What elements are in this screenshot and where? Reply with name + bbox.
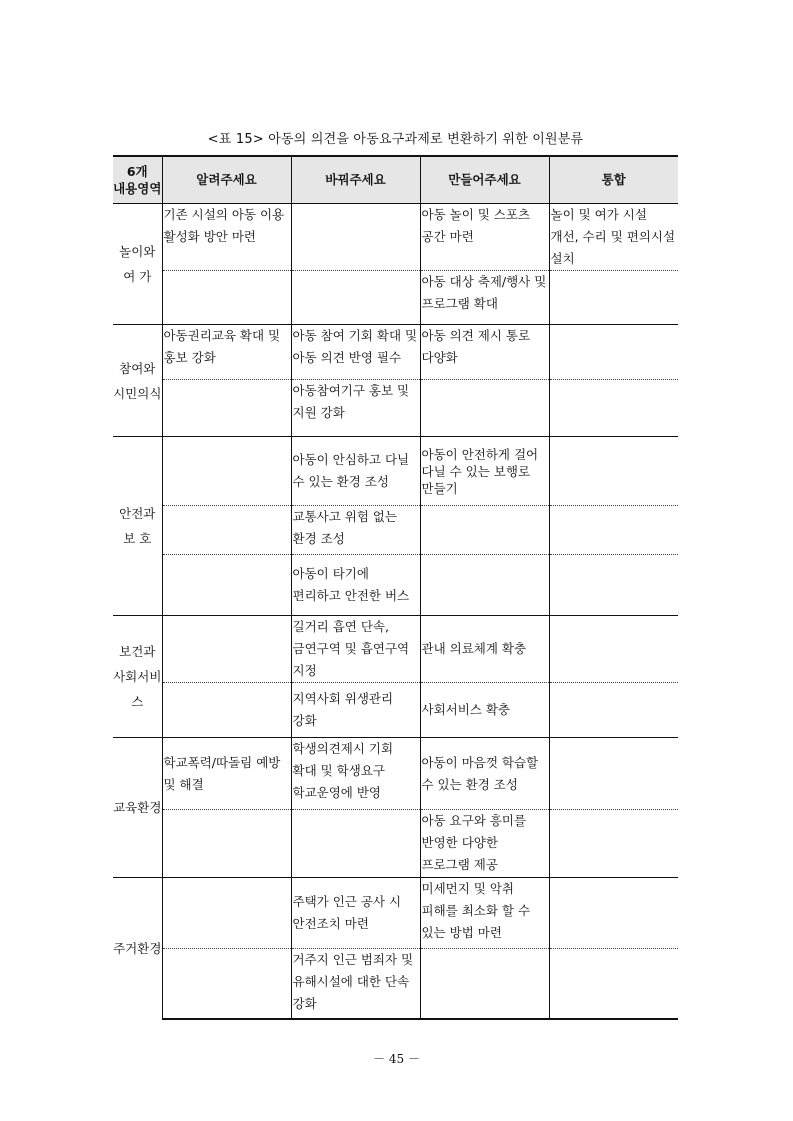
table-cell: 놀이 및 여가 시설 개선, 수리 및 편의시설 설치 <box>549 204 678 271</box>
table-cell <box>291 204 420 271</box>
table-cell <box>291 271 420 325</box>
table-cell <box>162 380 291 437</box>
header-row <box>113 156 678 204</box>
table-cell <box>549 878 678 949</box>
table-cell <box>549 380 678 437</box>
category-play: 놀이와 여 가 <box>113 204 162 325</box>
table-cell: 아동이 타기에 편리하고 안전한 버스 <box>291 555 420 616</box>
table-cell: 아동이 안전하게 걸어 다닐 수 있는 보행로 만들기 <box>420 437 549 506</box>
table-cell: 아동 참여 기회 확대 및 아동 의견 반영 필수 <box>291 325 420 380</box>
table-cell <box>549 738 678 810</box>
table-cell <box>162 878 291 949</box>
header-domain: 6개 내용영역 <box>113 156 162 204</box>
table-cell <box>549 555 678 616</box>
table-cell <box>549 616 678 683</box>
table-cell <box>162 616 291 683</box>
table-row <box>113 949 678 1019</box>
header-integrated: 통합 <box>549 156 678 204</box>
table-cell <box>549 271 678 325</box>
table-row <box>113 555 678 616</box>
table-row <box>113 325 678 380</box>
table-row <box>113 506 678 555</box>
table-row <box>113 204 678 271</box>
table-cell <box>420 380 549 437</box>
table-cell: 미세먼지 및 악취 피해를 최소화 할 수 있는 방법 마련 <box>420 878 549 949</box>
table-cell <box>420 949 549 1019</box>
header-tell-us: 알려주세요 <box>162 156 291 204</box>
table-row <box>113 810 678 878</box>
table-cell <box>162 683 291 738</box>
table-caption: <표 15> 아동의 의견을 아동요구과제로 변환하기 위한 이원분류 <box>207 132 584 147</box>
table-cell: 거주지 인근 범죄자 및 유해시설에 대한 단속 강화 <box>291 949 420 1019</box>
header-change: 바꿔주세요 <box>291 156 420 204</box>
table-row <box>113 616 678 683</box>
table-cell: 주택가 인근 공사 시 안전조치 마련 <box>291 878 420 949</box>
header-make: 만들어주세요 <box>420 156 549 204</box>
classification-table <box>113 155 678 1020</box>
page-number: － 45 － <box>373 1052 420 1066</box>
table-cell <box>549 506 678 555</box>
table-cell: 아동 요구와 흥미를 반영한 다양한 프로그램 제공 <box>420 810 549 878</box>
table-cell <box>549 810 678 878</box>
table-cell: 아동이 안심하고 다닐 수 있는 환경 조성 <box>291 437 420 506</box>
table-cell <box>291 810 420 878</box>
table-cell: 아동이 마음껏 학습할 수 있는 환경 조성 <box>420 738 549 810</box>
table-row <box>113 738 678 810</box>
table-cell <box>420 506 549 555</box>
table-row <box>113 683 678 738</box>
table-cell <box>549 683 678 738</box>
table-row <box>113 271 678 325</box>
table-cell: 관내 의료체계 확충 <box>420 616 549 683</box>
table-row <box>113 878 678 949</box>
table-cell: 아동 놀이 및 스포츠 공간 마련 <box>420 204 549 271</box>
table-cell: 사회서비스 확충 <box>420 683 549 738</box>
table-cell: 아동참여기구 홍보 및 지원 강화 <box>291 380 420 437</box>
table-cell: 길거리 흡연 단속, 금연구역 및 흡연구역 지정 <box>291 616 420 683</box>
table-cell: 기존 시설의 아동 이용 활성화 방안 마련 <box>162 204 291 271</box>
table-cell <box>162 555 291 616</box>
table-row <box>113 437 678 506</box>
table-cell: 아동 대상 축제/행사 및 프로그램 확대 <box>420 271 549 325</box>
category-safety: 안전과 보 호 <box>113 437 162 616</box>
category-participation: 참여와 시민의식 <box>113 325 162 437</box>
table-cell <box>549 949 678 1019</box>
table-row <box>113 380 678 437</box>
table-cell <box>162 949 291 1019</box>
table-cell: 학교폭력/따돌림 예방 및 해결 <box>162 738 291 810</box>
table-cell <box>162 506 291 555</box>
table-cell: 지역사회 위생관리 강화 <box>291 683 420 738</box>
category-health: 보건과 사회서비스 <box>113 616 162 738</box>
table-cell: 교통사고 위험 없는 환경 조성 <box>291 506 420 555</box>
table-cell: 학생의견제시 기회 확대 및 학생요구 학교운영에 반영 <box>291 738 420 810</box>
table-cell: 아동 의견 제시 통로 다양화 <box>420 325 549 380</box>
table-cell <box>420 555 549 616</box>
table-cell <box>549 437 678 506</box>
table-cell: 아동권리교육 확대 및 홍보 강화 <box>162 325 291 380</box>
table-cell <box>162 271 291 325</box>
category-education: 교육환경 <box>113 738 162 878</box>
table-cell <box>162 437 291 506</box>
table-cell <box>549 325 678 380</box>
category-housing: 주거환경 <box>113 878 162 1019</box>
table-cell <box>162 810 291 878</box>
